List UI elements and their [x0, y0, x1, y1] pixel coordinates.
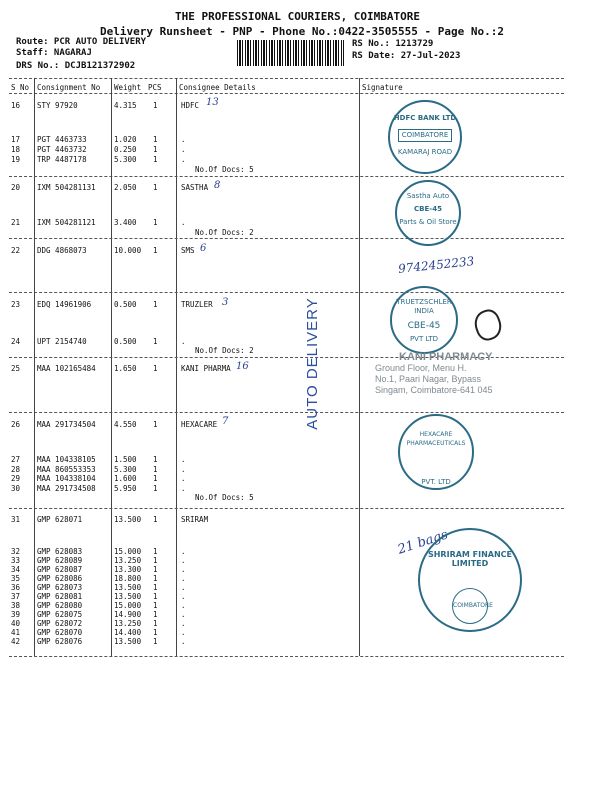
row-weight: 14.900: [114, 610, 142, 619]
row-consignee: .: [181, 337, 186, 346]
company-name: THE PROFESSIONAL COURIERS, COIMBATORE: [175, 10, 421, 23]
row-pcs: 1: [153, 420, 158, 429]
row-consignee: .: [181, 135, 186, 144]
hdfc-stamp: HDFC BANK LTD COIMBATORE KAMARAJ ROAD: [388, 100, 462, 174]
col-consignment: Consignment No: [37, 83, 101, 92]
row-weight: 13.500: [114, 515, 142, 524]
row-sno: 20: [11, 183, 21, 192]
handwritten-count: 16: [236, 361, 249, 372]
row-sno: 29: [11, 474, 21, 483]
row-pcs: 1: [153, 183, 158, 192]
row-pcs: 1: [153, 601, 158, 610]
row-pcs: 1: [153, 515, 158, 524]
route-label: Route: PCR AUTO DELIVERY: [16, 37, 147, 47]
row-consignee: SMS: [181, 246, 195, 255]
row-cno: GMP 628076: [37, 637, 83, 646]
row-sno: 22: [11, 246, 21, 255]
row-cno: GMP 628071: [37, 515, 83, 524]
row-weight: 13.250: [114, 556, 142, 565]
row-consignee: .: [181, 455, 186, 464]
row-pcs: 1: [153, 364, 158, 373]
row-cno: MAA 102165484: [37, 364, 96, 373]
row-sno: 21: [11, 218, 21, 227]
row-cno: GMP 628087: [37, 565, 83, 574]
row-consignee: .: [181, 465, 186, 474]
row-pcs: 1: [153, 592, 158, 601]
handwritten-count: 7: [222, 416, 229, 427]
group-divider: [9, 412, 564, 413]
handwritten-phone: 9742452233: [397, 254, 475, 276]
row-sno: 35: [11, 574, 21, 583]
row-sno: 19: [11, 155, 21, 164]
row-consignee: .: [181, 583, 186, 592]
row-weight: 2.050: [114, 183, 137, 192]
handwritten-count: 6: [200, 243, 207, 254]
row-consignee: TRUZLER: [181, 300, 213, 309]
row-pcs: 1: [153, 101, 158, 110]
row-sno: 33: [11, 556, 21, 565]
handwritten-count: 3: [222, 297, 229, 308]
row-consignee: .: [181, 565, 186, 574]
row-weight: 1.500: [114, 455, 137, 464]
row-cno: TRP 4487178: [37, 155, 87, 164]
row-weight: 4.550: [114, 420, 137, 429]
row-cno: IXM 504281131: [37, 183, 96, 192]
row-consignee: .: [181, 547, 186, 556]
col-line: [176, 78, 177, 656]
row-cno: IXM 504281121: [37, 218, 96, 227]
row-sno: 28: [11, 465, 21, 474]
docs-count: No.Of Docs: 2: [195, 228, 254, 237]
row-consignee: .: [181, 218, 186, 227]
row-consignee: KANI PHARMA: [181, 364, 231, 373]
row-cno: GMP 628086: [37, 574, 83, 583]
row-cno: MAA 291734504: [37, 420, 96, 429]
row-cno: PGT 4463733: [37, 135, 87, 144]
row-cno: GMP 628075: [37, 610, 83, 619]
row-sno: 32: [11, 547, 21, 556]
row-pcs: 1: [153, 574, 158, 583]
row-consignee: .: [181, 637, 186, 646]
row-consignee: SASTHA: [181, 183, 209, 192]
row-consignee: .: [181, 474, 186, 483]
row-weight: 1.020: [114, 135, 137, 144]
signature-scribble: [471, 306, 506, 343]
row-pcs: 1: [153, 455, 158, 464]
row-consignee: .: [181, 556, 186, 565]
row-pcs: 1: [153, 135, 158, 144]
row-cno: GMP 628089: [37, 556, 83, 565]
row-cno: MAA 104338104: [37, 474, 96, 483]
row-sno: 30: [11, 484, 21, 493]
row-sno: 37: [11, 592, 21, 601]
row-consignee: HEXACARE: [181, 420, 218, 429]
rs-number: RS No.: 1213729: [352, 39, 434, 49]
row-consignee: .: [181, 619, 186, 628]
row-consignee: SRIRAM: [181, 515, 209, 524]
barcode: [237, 40, 344, 66]
row-cno: PGT 4463732: [37, 145, 87, 154]
row-consignee: .: [181, 155, 186, 164]
row-pcs: 1: [153, 610, 158, 619]
row-consignee: .: [181, 484, 186, 493]
row-weight: 4.315: [114, 101, 137, 110]
row-weight: 13.500: [114, 583, 142, 592]
col-line: [359, 78, 360, 656]
row-consignee: .: [181, 592, 186, 601]
col-consignee: Consignee Details: [179, 83, 256, 92]
col-weight: Weight: [114, 83, 142, 92]
row-sno: 27: [11, 455, 21, 464]
row-weight: 13.300: [114, 565, 142, 574]
row-pcs: 1: [153, 218, 158, 227]
row-consignee: .: [181, 610, 186, 619]
row-cno: UPT 2154740: [37, 337, 87, 346]
row-sno: 26: [11, 420, 21, 429]
row-sno: 18: [11, 145, 21, 154]
row-pcs: 1: [153, 300, 158, 309]
group-divider: [9, 292, 564, 293]
row-pcs: 1: [153, 556, 158, 565]
row-pcs: 1: [153, 565, 158, 574]
handwritten-count: 13: [206, 97, 219, 108]
row-weight: 5.300: [114, 155, 137, 164]
row-cno: MAA 104338105: [37, 455, 96, 464]
row-weight: 18.800: [114, 574, 142, 583]
row-pcs: 1: [153, 474, 158, 483]
runsheet-title: Delivery Runsheet - PNP - Phone No.:0422-3505555 - Page No.:2: [100, 25, 504, 38]
drs-number: DRS No.: DCJB121372902: [16, 61, 136, 71]
row-sno: 16: [11, 101, 21, 110]
row-weight: 0.500: [114, 300, 137, 309]
row-cno: GMP 628081: [37, 592, 83, 601]
row-sno: 41: [11, 628, 21, 637]
row-weight: 0.500: [114, 337, 137, 346]
row-sno: 38: [11, 601, 21, 610]
row-consignee: .: [181, 145, 186, 154]
col-pcs: PCS: [148, 83, 162, 92]
row-weight: 13.500: [114, 637, 142, 646]
docs-count: No.Of Docs: 5: [195, 493, 254, 502]
row-consignee: .: [181, 628, 186, 637]
col-line: [111, 78, 112, 656]
row-pcs: 1: [153, 547, 158, 556]
row-sno: 24: [11, 337, 21, 346]
row-sno: 23: [11, 300, 21, 309]
row-cno: GMP 628072: [37, 619, 83, 628]
row-pcs: 1: [153, 155, 158, 164]
row-weight: 10.000: [114, 246, 142, 255]
row-consignee: HDFC: [181, 101, 200, 110]
auto-delivery-stamp: AUTO DELIVERY: [303, 297, 321, 430]
row-weight: 1.650: [114, 364, 137, 373]
row-weight: 0.250: [114, 145, 137, 154]
docs-count: No.Of Docs: 2: [195, 346, 254, 355]
row-cno: GMP 628083: [37, 547, 83, 556]
row-sno: 36: [11, 583, 21, 592]
row-weight: 15.000: [114, 601, 142, 610]
row-weight: 13.250: [114, 619, 142, 628]
row-weight: 15.000: [114, 547, 142, 556]
row-sno: 34: [11, 565, 21, 574]
col-signature: Signature: [362, 83, 403, 92]
row-pcs: 1: [153, 484, 158, 493]
group-divider: [9, 238, 564, 239]
rs-date: RS Date: 27-Jul-2023: [352, 51, 461, 61]
row-pcs: 1: [153, 619, 158, 628]
row-sno: 42: [11, 637, 21, 646]
row-weight: 13.500: [114, 592, 142, 601]
truzler-stamp: TRUETZSCHLER INDIA CBE-45 PVT LTD: [390, 286, 458, 354]
row-weight: 1.600: [114, 474, 137, 483]
group-divider: [9, 176, 564, 177]
row-sno: 40: [11, 619, 21, 628]
col-sno: S No: [11, 83, 30, 92]
row-weight: 5.950: [114, 484, 137, 493]
row-pcs: 1: [153, 628, 158, 637]
row-pcs: 1: [153, 145, 158, 154]
sastha-stamp: Sastha Auto CBE-45 Parts & Oil Store: [395, 180, 461, 246]
row-cno: GMP 628070: [37, 628, 83, 637]
header-divider-top: [9, 78, 564, 79]
col-line: [34, 78, 35, 656]
row-cno: DDG 4868073: [37, 246, 87, 255]
row-sno: 17: [11, 135, 21, 144]
row-cno: GMP 628073: [37, 583, 83, 592]
group-divider: [9, 656, 564, 657]
row-pcs: 1: [153, 465, 158, 474]
row-cno: STY 97920: [37, 101, 78, 110]
group-divider: [9, 508, 564, 509]
sriram-stamp: SHRIRAM FINANCE LIMITED COIMBATORE: [418, 528, 522, 632]
row-sno: 31: [11, 515, 21, 524]
row-weight: 5.300: [114, 465, 137, 474]
row-pcs: 1: [153, 337, 158, 346]
kani-stamp: KANI PHARMACY Ground Floor, Menu H. No.1, Paari Nagar, Bypass Singam, Coimbatore-641 045: [375, 351, 493, 395]
row-cno: EDQ 14961906: [37, 300, 92, 309]
row-sno: 25: [11, 364, 21, 373]
row-consignee: .: [181, 601, 186, 610]
row-weight: 14.400: [114, 628, 142, 637]
row-consignee: .: [181, 574, 186, 583]
row-cno: MAA 291734508: [37, 484, 96, 493]
row-pcs: 1: [153, 583, 158, 592]
row-sno: 39: [11, 610, 21, 619]
handwritten-count: 8: [214, 180, 221, 191]
handwritten-bags: 21 bags: [395, 527, 450, 558]
row-pcs: 1: [153, 637, 158, 646]
header-divider-bottom: [9, 93, 564, 94]
row-weight: 3.400: [114, 218, 137, 227]
row-cno: MAA 860553353: [37, 465, 96, 474]
row-pcs: 1: [153, 246, 158, 255]
staff-label: Staff: NAGARAJ: [16, 48, 92, 58]
hexacare-stamp: HEXACARE PHARMACEUTICALS PVT. LTD: [398, 414, 474, 490]
row-cno: GMP 628080: [37, 601, 83, 610]
docs-count: No.Of Docs: 5: [195, 165, 254, 174]
